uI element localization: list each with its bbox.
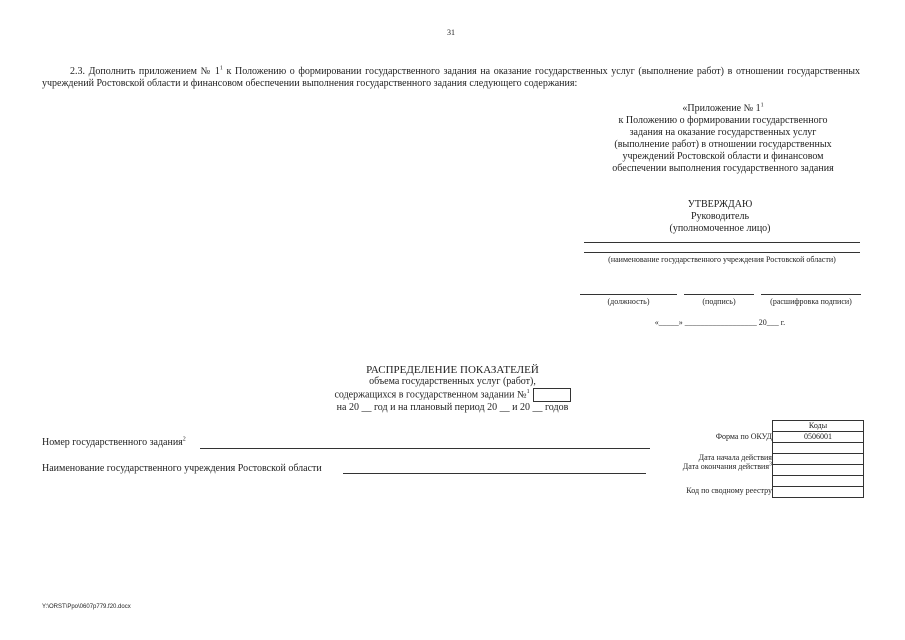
task-number-label: Номер государственного задания bbox=[42, 437, 183, 448]
position-caption: (должность) bbox=[607, 297, 650, 306]
appendix-block bbox=[595, 103, 851, 175]
page-number: 31 bbox=[447, 28, 455, 37]
approval-block bbox=[620, 199, 820, 235]
decoding-line bbox=[761, 294, 861, 295]
okud-label: Форма по ОКУД bbox=[715, 432, 772, 441]
registry-label: Код по сводному реестру bbox=[686, 486, 772, 495]
intro-paragraph bbox=[42, 66, 860, 90]
institution-label: Наименование государственного учреждения Ростовской области bbox=[42, 463, 322, 474]
appendix-line3: задания на оказание государственных услуг bbox=[629, 127, 817, 138]
appendix-sup: 1 bbox=[760, 102, 764, 109]
position-line bbox=[580, 294, 677, 295]
institution-line-1 bbox=[584, 242, 860, 243]
appendix-line5: учреждений Ростовской области и финансовом bbox=[622, 151, 824, 162]
title-block bbox=[280, 364, 625, 414]
appendix-line1: «Приложение № 1 bbox=[682, 103, 761, 114]
task-number-sup: 2 bbox=[182, 436, 186, 443]
codes-header: Коды bbox=[773, 421, 864, 432]
approval-date-line: «_____» __________________ 20___ г. bbox=[654, 318, 786, 327]
registry-code-cell[interactable] bbox=[773, 487, 864, 498]
footer-path: Y:\ORST\Ppo\0607p779.f20.docx bbox=[42, 604, 131, 610]
institution-field[interactable] bbox=[343, 473, 646, 474]
title-line4: на 20 __ год и на плановый период 20 __ и 20 __ годов bbox=[336, 402, 569, 413]
end-date-cell[interactable] bbox=[773, 465, 864, 476]
task-number-label-wrap bbox=[42, 437, 186, 448]
okud-code-cell: 0506001 bbox=[773, 432, 864, 443]
task-number-field[interactable] bbox=[200, 448, 650, 449]
approve-heading: УТВЕРЖДАЮ bbox=[687, 199, 753, 210]
head-label: Руководитель bbox=[690, 211, 750, 222]
appendix-line2: к Положению о формировании государственного bbox=[618, 115, 828, 126]
signature-caption: (подпись) bbox=[702, 297, 736, 306]
institution-caption: (наименование государственного учреждения Ростовской области) bbox=[608, 255, 836, 264]
intro-line1-end: к Положению о формировании государственного задания на оказание государственных услуг (выполнение работ) в отношении bbox=[222, 66, 784, 77]
appendix-line6: обеспечении выполнения государственного задания bbox=[612, 163, 834, 174]
authorized-label: (уполномоченное лицо) bbox=[669, 223, 771, 234]
title-line3-sup: 1 bbox=[526, 388, 530, 395]
end-date-label-wrap bbox=[683, 462, 772, 471]
blank-code-cell[interactable] bbox=[773, 443, 864, 454]
intro-line1-start: 2.3. Дополнить приложением № 1 bbox=[70, 66, 220, 77]
task-number-box[interactable] bbox=[533, 388, 571, 402]
intro-line2: государственных учреждений Ростовской области и финансовом обеспечении выполнения государственного задания следующего содержания: bbox=[42, 66, 861, 89]
codes-table bbox=[772, 420, 864, 498]
signature-line bbox=[684, 294, 754, 295]
start-date-cell[interactable] bbox=[773, 454, 864, 465]
end-date-sup: 3 bbox=[769, 461, 772, 468]
decoding-caption: (расшифровка подписи) bbox=[770, 297, 852, 306]
institution-line-2 bbox=[584, 252, 860, 253]
title-line1: РАСПРЕДЕЛЕНИЕ ПОКАЗАТЕЛЕЙ bbox=[366, 364, 539, 376]
blank-code-cell-2[interactable] bbox=[773, 476, 864, 487]
appendix-line4: (выполнение работ) в отношении государственных bbox=[614, 139, 832, 150]
title-line2: объема государственных услуг (работ), bbox=[369, 376, 536, 387]
intro-footnote-mark: 1 bbox=[219, 65, 223, 72]
start-date-label: Дата начала действия bbox=[698, 453, 772, 462]
end-date-label: Дата окончания действия bbox=[682, 462, 769, 471]
title-line3: содержащихся в государственном задании № bbox=[334, 389, 527, 401]
